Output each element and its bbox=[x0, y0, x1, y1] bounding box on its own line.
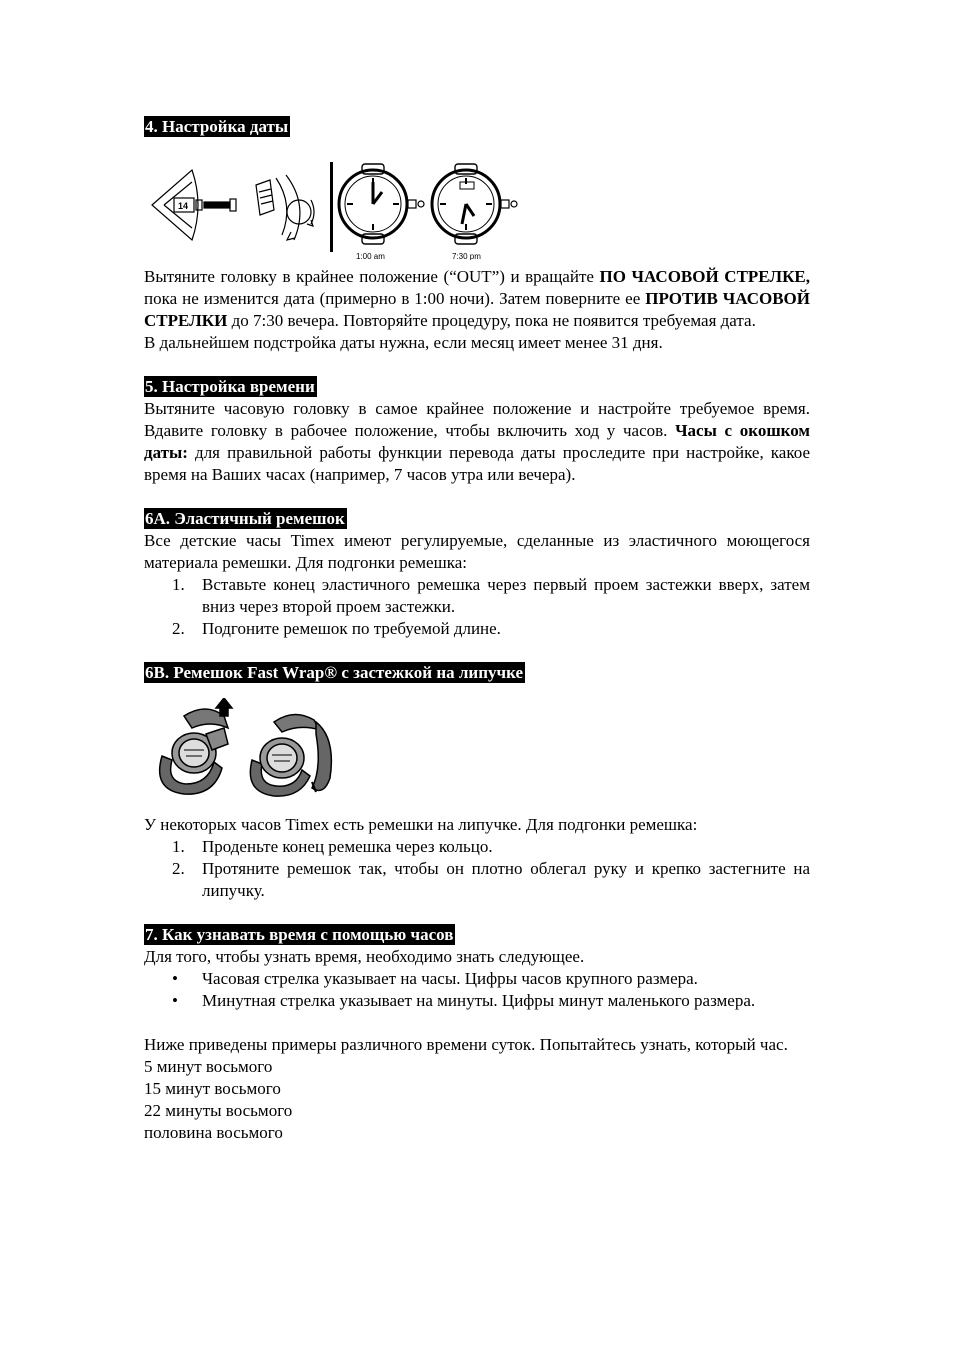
time-instructions: Вытяните часовую головку в самое крайнее положение и настройте требуемое время. Вдавите головку в рабочее положение, чтобы включить ход у часов. Часы с окошком даты: для правильной работы функции перевода даты проследите при настройке, какое время на Ваших часах (например, 7 часов утра или вечера). bbox=[144, 399, 811, 484]
elastic-strap-intro: Все детские часы Timex имеют регулируемые, сделанные из эластичного моющегося материала ремешки. Для подгонки ремешка: bbox=[144, 531, 810, 572]
list-item: 2. Подгоните ремешок по требуемой длине. bbox=[172, 619, 501, 638]
section-elastic-strap bbox=[144, 508, 810, 640]
section-heading: 6B. Ремешок Fast Wrap® с застежкой на липучке bbox=[145, 663, 524, 682]
list-item: 2. Протяните ремешок так, чтобы он плотно облегал руку и крепко застегните на липучку. bbox=[172, 859, 810, 900]
watch-730pm-caption: 7:30 pm bbox=[452, 252, 481, 260]
watch-1am-caption: 1:00 am bbox=[356, 252, 385, 260]
reading-time-intro: Для того, чтобы узнать время, необходимо знать следующее. bbox=[144, 947, 585, 966]
time-example: половина восьмого bbox=[144, 1123, 283, 1142]
crown-rotation-icon bbox=[256, 175, 314, 240]
date-setting-illustration bbox=[144, 160, 810, 260]
section-heading: 5. Настройка времени bbox=[145, 377, 315, 396]
section-heading: 6A. Эластичный ремешок bbox=[145, 509, 345, 528]
examples-intro: Ниже приведены примеры различного времени суток. Попытайтесь узнать, который час. bbox=[144, 1035, 788, 1054]
list-item: 1. Проденьте конец ремешка через кольцо. bbox=[172, 837, 493, 856]
time-example: 15 минут восьмого bbox=[144, 1079, 281, 1098]
list-item: • Минутная стрелка указывает на минуты. Цифры минут маленького размера. bbox=[172, 991, 756, 1010]
fast-wrap-illustration bbox=[144, 698, 810, 808]
watch-strap-1-icon bbox=[160, 698, 232, 794]
section-date-setting bbox=[144, 116, 810, 354]
time-example: 5 минут восьмого bbox=[144, 1057, 273, 1076]
watch-730pm-icon bbox=[432, 164, 517, 244]
fast-wrap-steps bbox=[144, 836, 810, 902]
elastic-strap-steps bbox=[144, 574, 810, 640]
section-heading: 7. Как узнавать время с помощью часов bbox=[145, 925, 454, 944]
date-wheel-icon bbox=[152, 170, 236, 240]
watch-strap-2-icon bbox=[250, 714, 331, 796]
date-window-number: 14 bbox=[178, 201, 189, 211]
reading-time-bullets bbox=[144, 968, 810, 1012]
document-page bbox=[144, 116, 810, 1144]
section-time-setting bbox=[144, 376, 810, 486]
section-heading: 4. Настройка даты bbox=[145, 117, 289, 136]
fast-wrap-intro: У некоторых часов Timex есть ремешки на липучке. Для подгонки ремешка: bbox=[144, 815, 698, 834]
section-fast-wrap-strap bbox=[144, 662, 810, 902]
time-example: 22 минуты восьмого bbox=[144, 1101, 293, 1120]
figure-divider bbox=[330, 162, 333, 252]
date-note: В дальнейшем подстройка даты нужна, если месяц имеет менее 31 дня. bbox=[144, 333, 663, 352]
date-instructions: Вытяните головку в крайнее положение (“OUT”) и вращайте ПО ЧАСОВОЙ СТРЕЛКЕ, пока не изменится дата (примерно в 1:00 ночи). Затем поверните ее ПРОТИВ ЧАСОВОЙ СТРЕЛКИ до 7:30 вечера. Повторяйте процедуру, пока не появится требуемая дата. bbox=[144, 267, 810, 330]
list-item: • Часовая стрелка указывает на часы. Цифры часов крупного размера. bbox=[172, 969, 698, 988]
watch-1am-icon bbox=[339, 164, 424, 244]
section-reading-time bbox=[144, 924, 810, 1144]
list-item: 1. Вставьте конец эластичного ремешка через первый проем застежки вверх, затем вниз через второй проем застежки. bbox=[172, 575, 810, 616]
